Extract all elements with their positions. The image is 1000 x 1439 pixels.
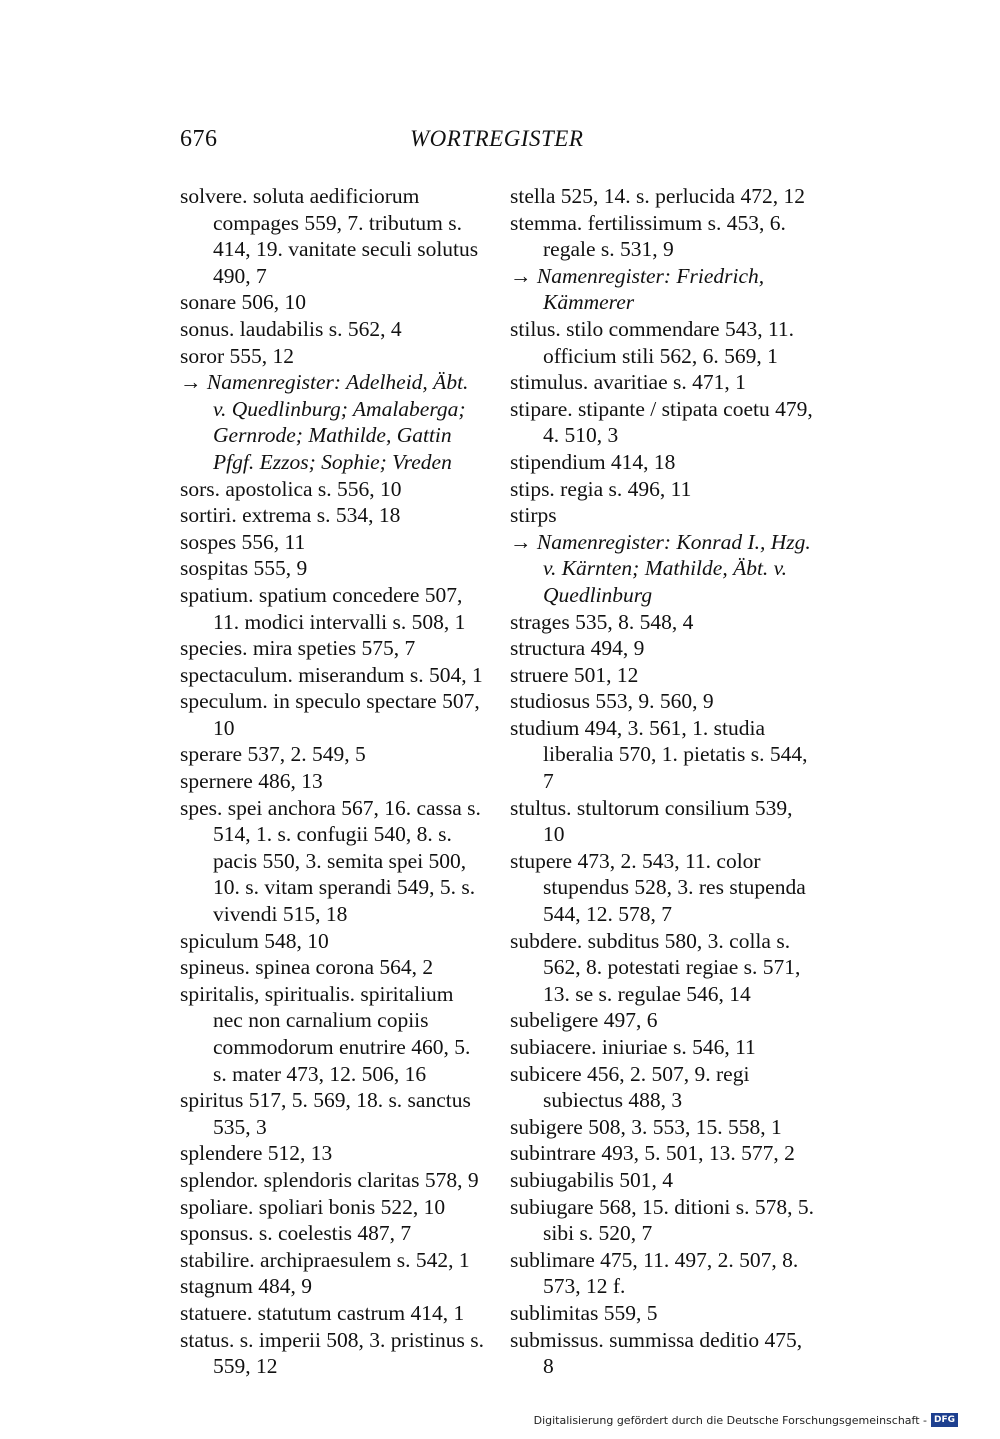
index-entry: stirps (510, 503, 557, 528)
index-entry: sublimitas 559, 5 (510, 1300, 658, 1325)
index-entry: sonus. laudabilis s. 562, 4 (180, 316, 402, 341)
index-column-right (510, 183, 818, 1380)
index-entry: spiritus 517, 5. 569, 18. s. sanctus 535, 3 (180, 1088, 471, 1139)
index-entry: sonare 506, 10 (180, 290, 306, 315)
index-entry: spatium. spatium concedere 507, 11. modici intervalli s. 508, 1 (180, 582, 466, 634)
index-entry: stipare. stipante / stipata coetu 479, 4. 510, 3 (510, 396, 813, 448)
index-entry: statuere. statutum castrum 414, 1 (180, 1300, 465, 1325)
page-number: 676 (180, 126, 218, 152)
index-entry: structura 494, 9 (510, 636, 645, 661)
index-entry: spoliare. spoliari bonis 522, 10 (180, 1194, 446, 1219)
index-entry: status. s. imperii 508, 3. pristinus s. 559, 12 (180, 1327, 484, 1379)
index-entry: speculum. in speculo spectare 507, 10 (180, 689, 480, 740)
index-entry: stipendium 414, 18 (510, 449, 676, 474)
index-entry: sospitas 555, 9 (180, 556, 308, 581)
index-entry: stilus. stilo commendare 543, 11. officium stili 562, 6. 569, 1 (510, 316, 795, 368)
index-entry: sperare 537, 2. 549, 5 (180, 742, 366, 767)
index-entry: sors. apostolica s. 556, 10 (180, 476, 402, 501)
index-entry: stagnum 484, 9 (180, 1274, 312, 1299)
index-entry: stimulus. avaritiae s. 471, 1 (510, 370, 746, 395)
index-entry: species. mira speties 575, 7 (180, 636, 416, 661)
cross-reference-entry: → Namenregister: Adelheid, Äbt. v. Quedlinburg; Amalaberga; Gernrode; Mathilde, Gattin Pfgf. Ezzos; Sophie; Vreden (180, 370, 469, 474)
index-entry: studium 494, 3. 561, 1. studia liberalia 570, 1. pietatis s. 544, 7 (510, 715, 808, 794)
index-entry: sortiri. extrema s. 534, 18 (180, 503, 401, 528)
index-entry: spiritalis, spiritualis. spiritalium nec non carnalium copiis commodorum enutrire 460, 5. s. mater 473, 12. 506, 16 (180, 981, 471, 1086)
index-entry: subiugare 568, 15. ditioni s. 578, 5. sibi s. 520, 7 (510, 1194, 814, 1246)
index-entry: spiculum 548, 10 (180, 928, 329, 953)
index-column-left (180, 183, 485, 1380)
index-entry: subiugabilis 501, 4 (510, 1167, 674, 1192)
digitization-credit-text: Digitalisierung gefördert durch die Deutsche Forschungsgemeinschaft - (533, 1413, 927, 1427)
index-entry: solvere. soluta aedificiorum compages 559, 7. tributum s. 414, 19. vanitate seculi solutus 490, 7 (180, 184, 479, 288)
index-entry: subeligere 497, 6 (510, 1008, 658, 1033)
index-entry: subigere 508, 3. 553, 15. 558, 1 (510, 1114, 782, 1139)
index-entry: subintrare 493, 5. 501, 13. 577, 2 (510, 1141, 795, 1166)
index-entry: stips. regia s. 496, 11 (510, 476, 692, 501)
index-entry: struere 501, 12 (510, 662, 639, 687)
index-entry: splendere 512, 13 (180, 1141, 333, 1166)
index-entry: spes. spei anchora 567, 16. cassa s. 514, 1. s. confugii 540, 8. s. pacis 550, 3. semita spei 500, 10. s. vitam sperandi 549, 5. s. vivendi 515, 18 (180, 795, 481, 927)
index-entry: sublimare 475, 11. 497, 2. 507, 8. 573, 12 f. (510, 1247, 799, 1299)
index-entry: splendor. splendoris claritas 578, 9 (180, 1167, 479, 1192)
index-entry: stultus. stultorum consilium 539, 10 (510, 795, 793, 847)
index-entry: sponsus. s. coelestis 487, 7 (180, 1221, 412, 1246)
index-entry: spernere 486, 13 (180, 769, 323, 794)
digitization-credit (534, 1413, 958, 1427)
index-entry: subicere 456, 2. 507, 9. regi subiectus 488, 3 (510, 1061, 750, 1113)
index-entry: stupere 473, 2. 543, 11. color stupendus 528, 3. res stupenda 544, 12. 578, 7 (510, 848, 806, 927)
index-entry: stella 525, 14. s. perlucida 472, 12 (510, 184, 805, 208)
index-entry: subiacere. iniuriae s. 546, 11 (510, 1035, 756, 1059)
index-entry: strages 535, 8. 548, 4 (510, 609, 694, 634)
index-entry: subdere. subditus 580, 3. colla s. 562, 8. potestati regiae s. 571, 13. se s. regulae 546, 14 (510, 928, 801, 1006)
index-entry: sospes 556, 11 (180, 529, 306, 554)
running-head-title: WORTREGISTER (410, 126, 584, 151)
index-entry: spectaculum. miserandum s. 504, 1 (180, 662, 483, 687)
index-entry: stabilire. archipraesulem s. 542, 1 (180, 1247, 470, 1272)
index-entry: stemma. fertilissimum s. 453, 6. regale s. 531, 9 (510, 210, 786, 262)
index-entry: spineus. spinea corona 564, 2 (180, 955, 434, 980)
index-entry: soror 555, 12 (180, 343, 295, 368)
cross-reference-entry: → Namenregister: Konrad I., Hzg. v. Kärnten; Mathilde, Äbt. v. Quedlinburg (510, 529, 811, 607)
cross-reference-entry: → Namenregister: Friedrich, Kämmerer (510, 263, 765, 315)
index-entry: submissus. summissa deditio 475, 8 (510, 1327, 803, 1379)
dfg-logo: DFG (931, 1413, 958, 1427)
index-entry: studiosus 553, 9. 560, 9 (510, 689, 714, 714)
